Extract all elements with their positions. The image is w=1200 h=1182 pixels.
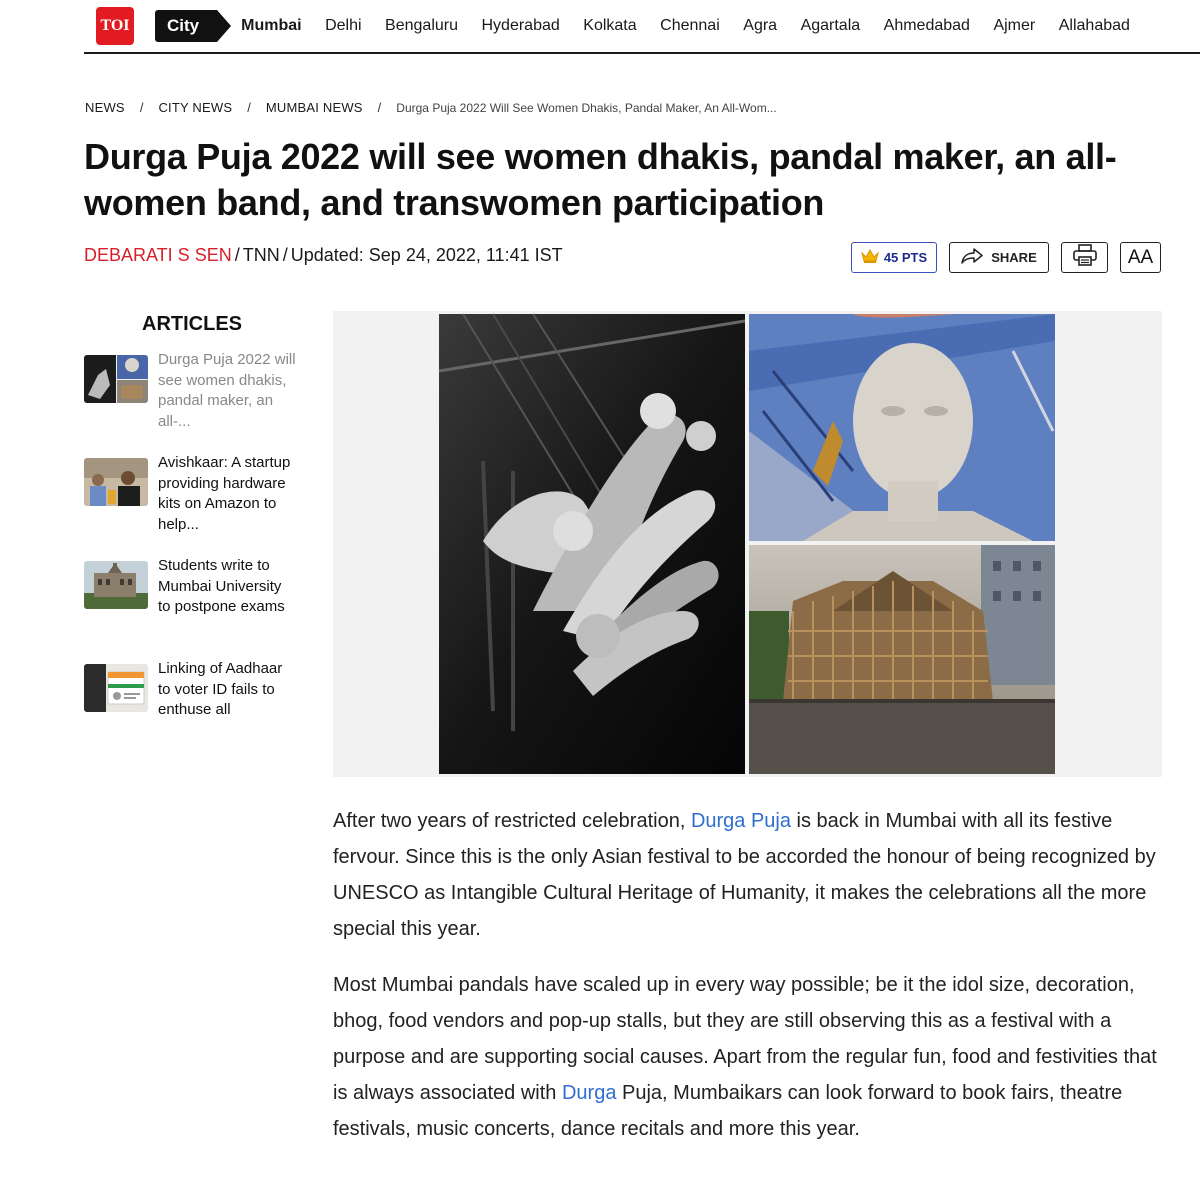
topic-link-durga-puja[interactable]: Durga Puja <box>690 810 791 832</box>
city-link-agartala[interactable]: Agartala <box>800 17 861 34</box>
breadcrumb-separator: / <box>139 100 144 115</box>
share-arrow-icon <box>961 248 983 267</box>
agency: TNN <box>242 245 280 265</box>
idol-face-photo <box>749 314 1055 541</box>
breadcrumb-separator: / <box>247 100 251 115</box>
byline-separator: / <box>234 245 240 265</box>
crown-icon <box>861 249 879 266</box>
idol-arms-photo <box>439 314 745 774</box>
printer-icon <box>1073 244 1097 271</box>
author-link[interactable]: DEBARATI S SEN <box>84 245 232 265</box>
breadcrumb-mumbai-news[interactable]: MUMBAI NEWS <box>265 100 363 115</box>
city-link-bengaluru[interactable]: Bengaluru <box>385 17 458 34</box>
share-button[interactable] <box>949 242 1049 273</box>
sidebar-article-title[interactable]: Students write to Mumbai University to postpone exams <box>158 557 285 616</box>
paragraph-text: Most Mumbai pandals have scaled up in every way possible; be it the idol size, decoration, bhog, food vendors and pop-up stalls, but they are still observing this as a festival with a purpose and are supporting social causes. Apart from the regular fun, food and festivities that is always associated with <box>333 974 1157 1104</box>
byline <box>84 245 563 266</box>
paragraph-text: is back in Mumbai with all its festive fervour. Since this is the only Asian festival to be accorded the honour of being recognized by UNESCO as Intangible Cultural Heritage of Humanity, it makes the celebrations all the more special this year. <box>333 810 1156 940</box>
city-navbar <box>84 0 1200 54</box>
article-title: Durga Puja 2022 will see women dhakis, pandal maker, an all-women band, and transwomen participation <box>84 136 1117 223</box>
article-paragraph <box>333 967 1163 1147</box>
sidebar-article-title[interactable]: Avishkaar: A startup providing hardware kits on Amazon to help... <box>158 454 291 533</box>
city-link-ahmedabad[interactable]: Ahmedabad <box>883 17 970 34</box>
article-body <box>333 803 1163 1167</box>
breadcrumb <box>85 100 777 115</box>
updated-timestamp: Updated: Sep 24, 2022, 11:41 IST <box>290 245 563 265</box>
sidebar-article-title[interactable]: Durga Puja 2022 will see women dhakis, pandal maker, an all-... <box>158 351 296 430</box>
sidebar-article[interactable] <box>84 350 304 453</box>
sidebar-heading: ARTICLES <box>142 313 242 335</box>
article-actions <box>851 242 1161 273</box>
topic-link-durga[interactable]: Durga <box>561 1082 617 1104</box>
byline-separator: / <box>282 245 288 265</box>
pandal-structure-photo <box>749 545 1055 774</box>
article-paragraph <box>333 803 1163 947</box>
city-link-delhi[interactable]: Delhi <box>325 17 362 34</box>
breadcrumb-separator: / <box>377 100 382 115</box>
paragraph-text: After two years of restricted celebration, <box>333 810 691 832</box>
city-link-hyderabad[interactable]: Hyderabad <box>481 17 560 34</box>
toi-logo[interactable]: TOI <box>96 7 134 45</box>
city-link-mumbai[interactable]: Mumbai <box>241 17 302 34</box>
city-link-chennai[interactable]: Chennai <box>660 17 720 34</box>
city-link-ajmer[interactable]: Ajmer <box>993 17 1036 34</box>
breadcrumb-city-news[interactable]: CITY NEWS <box>158 100 233 115</box>
print-button[interactable] <box>1061 242 1108 273</box>
article-thumbnail[interactable] <box>84 664 148 712</box>
city-section-tag[interactable]: City <box>155 10 217 42</box>
article-thumbnail[interactable] <box>84 458 148 506</box>
share-label: SHARE <box>991 250 1037 265</box>
points-label: 45 PTS <box>883 250 928 265</box>
article-thumbnail[interactable] <box>84 561 148 609</box>
city-link-kolkata[interactable]: Kolkata <box>583 17 637 34</box>
font-size-button[interactable]: AA <box>1120 242 1161 273</box>
sidebar-article[interactable] <box>84 659 304 762</box>
sidebar-article-list <box>84 350 304 762</box>
points-button[interactable] <box>851 242 937 273</box>
city-link-allahabad[interactable]: Allahabad <box>1058 17 1130 34</box>
sidebar-article[interactable] <box>84 453 304 556</box>
article-thumbnail[interactable] <box>84 355 148 403</box>
city-link-agra[interactable]: Agra <box>743 17 778 34</box>
article-hero-image <box>333 311 1162 777</box>
sidebar-article[interactable] <box>84 556 304 659</box>
breadcrumb-news[interactable]: NEWS <box>85 100 125 115</box>
breadcrumb-current: Durga Puja 2022 Will See Women Dhakis, Pandal Maker, An All-Wom... <box>396 100 777 115</box>
city-links <box>241 17 1153 35</box>
paragraph-text: Puja, Mumbaikars can look forward to book fairs, theatre festivals, music concerts, dance recitals and more this year. <box>333 1082 1123 1140</box>
sidebar-article-title[interactable]: Linking of Aadhaar to voter ID fails to enthuse all <box>158 660 283 719</box>
